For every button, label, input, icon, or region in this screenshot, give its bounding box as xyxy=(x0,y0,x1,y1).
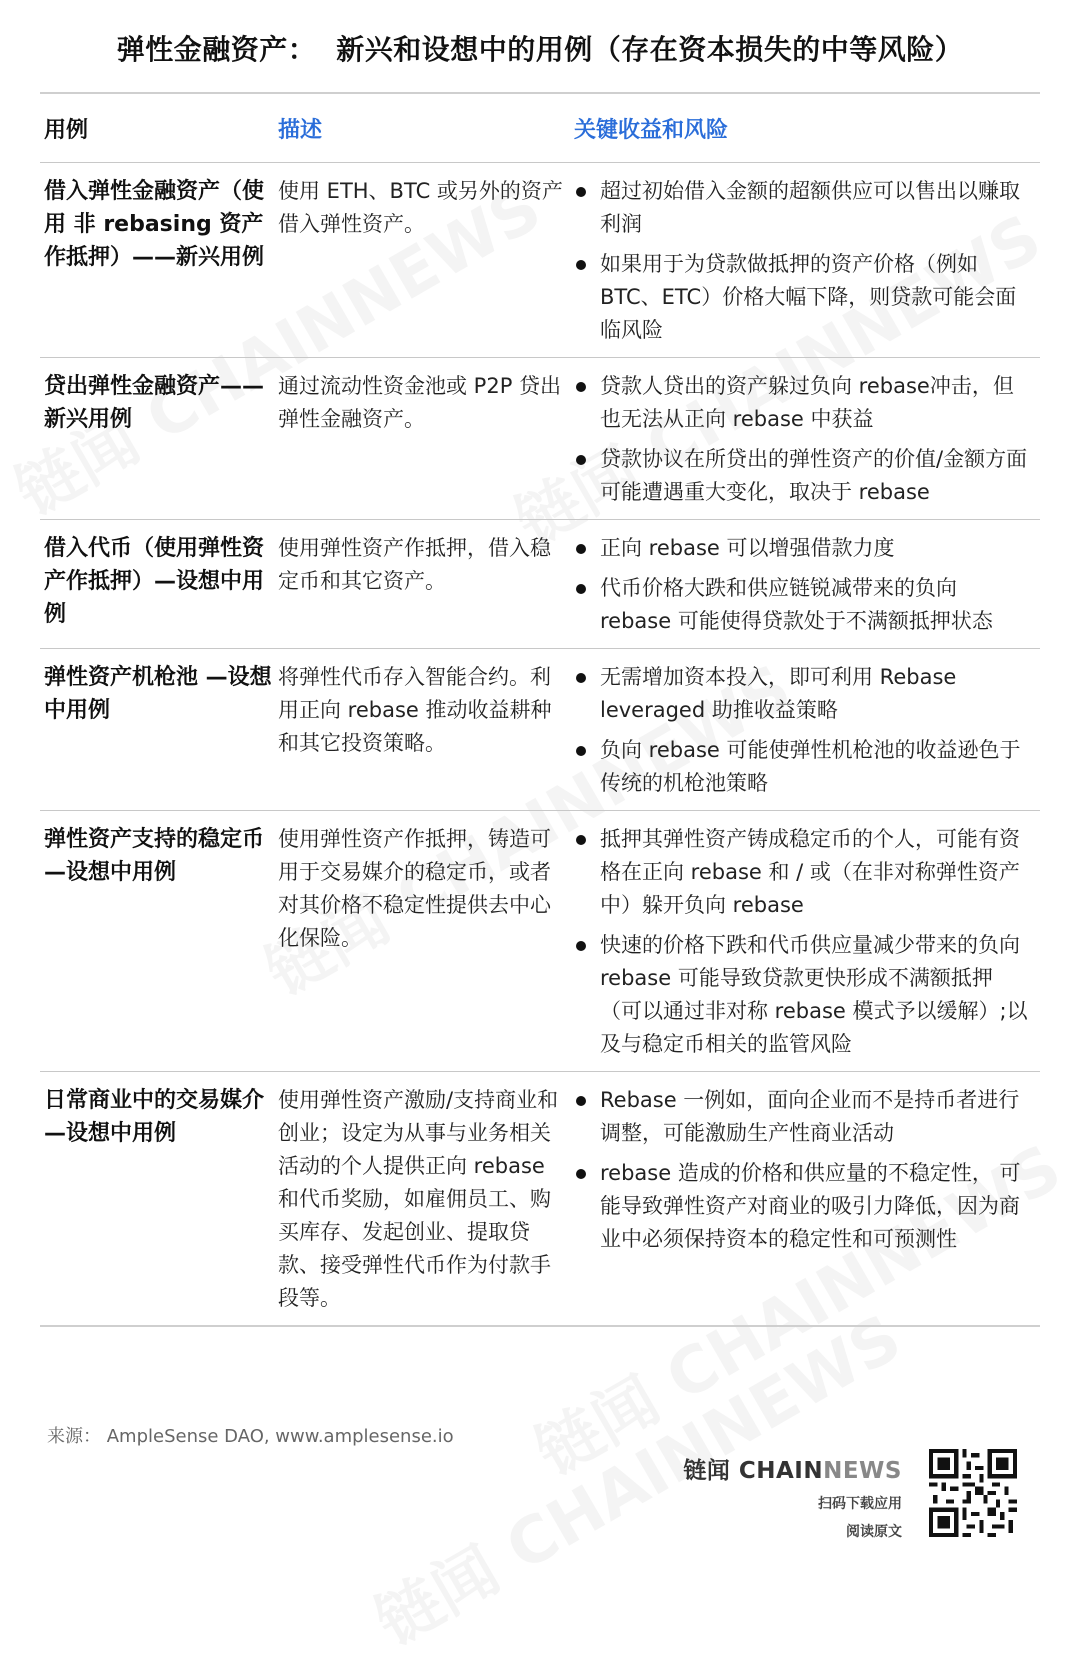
risk-bullet: 代币价格大跌和供应链锐减带来的负向 rebase 可能使得贷款处于不满额抵押状态 xyxy=(574,572,1034,638)
row-risks xyxy=(574,661,1040,800)
table-bottom-rule xyxy=(40,1325,1040,1327)
table-row xyxy=(40,649,1040,810)
brand-logo-news: NEWS xyxy=(823,1458,902,1484)
table-row xyxy=(40,163,1040,357)
row-usecase: 贷出弹性金融资产——新兴用例 xyxy=(44,374,265,432)
row-risks xyxy=(574,532,1040,638)
page-title xyxy=(0,28,1080,68)
row-risks xyxy=(574,1084,1040,1256)
table-header-row xyxy=(40,94,1040,162)
row-description: 使用弹性资产作抵押，铸造可用于交易媒介的稳定币，或者对其价格不稳定性提供去中心化保险。 xyxy=(278,827,551,950)
brand-block xyxy=(683,1452,902,1541)
row-description: 通过流动性资金池或 P2P 贷出弹性金融资产。 xyxy=(278,374,562,431)
header-description: 描述 xyxy=(278,117,323,143)
row-description: 使用弹性资产作抵押，借入稳定币和其它资产。 xyxy=(278,536,551,593)
risk-bullet: 贷款协议在所贷出的弹性资产的价值/金额方面可能遭遇重大变化，取决于 rebase xyxy=(574,443,1034,509)
use-case-table xyxy=(40,92,1040,1327)
risk-bullet: 抵押其弹性资产铸成稳定币的个人，可能有资格在正向 rebase 和 / 或（在非对称弹性资产中）躲开负向 rebase xyxy=(574,823,1034,922)
row-usecase: 弹性资产机枪池 —设想中用例 xyxy=(44,665,272,723)
risk-bullet: Rebase 一例如，面向企业而不是持币者进行调整，可能激励生产性商业活动 xyxy=(574,1084,1034,1150)
qr-code-icon[interactable] xyxy=(929,1449,1017,1537)
risk-bullet: 正向 rebase 可以增强借款力度 xyxy=(574,532,1034,565)
risk-bullet: 快速的价格下跌和代币供应量减少带来的负向 rebase 可能导致贷款更快形成不满额抵押 （可以通过非对称 rebase 模式予以缓解）;以及与稳定币相关的监管风险 xyxy=(574,929,1034,1061)
table-row xyxy=(40,1072,1040,1325)
table-row xyxy=(40,811,1040,1071)
row-risks xyxy=(574,175,1040,347)
source-note: 来源： AmpleSense DAO, www.amplesense.io xyxy=(47,1426,454,1447)
row-description: 使用弹性资产激励/支持商业和创业；设定为从事与业务相关活动的个人提供正向 rebase 和代币奖励，如雇佣员工、购买库存、发起创业、提取贷款、接受弹性代币作为付款手段等。 xyxy=(278,1088,559,1310)
header-usecase: 用例 xyxy=(44,117,89,143)
table-row xyxy=(40,358,1040,519)
brand-logo-cn: 链闻 xyxy=(683,1458,731,1484)
risk-bullet: 贷款人贷出的资产躲过负向 rebase冲击，但也无法从正向 rebase 中获益 xyxy=(574,370,1034,436)
risk-bullet: 无需增加资本投入，即可利用 Rebase leveraged 助推收益策略 xyxy=(574,661,1034,727)
row-description: 将弹性代币存入智能合约。利用正向 rebase 推动收益耕种和其它投资策略。 xyxy=(278,665,552,755)
risk-bullet: rebase 造成的价格和供应量的不稳定性， 可能导致弹性资产对商业的吸引力降低，因为商业中必须保持资本的稳定性和可预测性 xyxy=(574,1157,1034,1256)
brand-logo-chain: CHAIN xyxy=(738,1458,824,1484)
header-risks: 关键收益和风险 xyxy=(574,117,729,143)
row-usecase: 借入弹性金融资产（使用 非 rebasing 资产作抵押）——新兴用例 xyxy=(44,179,265,270)
row-risks xyxy=(574,370,1040,509)
row-description: 使用 ETH、BTC 或另外的资产借入弹性资产。 xyxy=(278,179,563,236)
title-part-1: 弹性金融资产： xyxy=(116,33,317,66)
risk-bullet: 超过初始借入金额的超额供应可以售出以赚取利润 xyxy=(574,175,1034,241)
row-risks xyxy=(574,823,1040,1061)
brand-read-text: 阅读原文 xyxy=(846,1524,902,1540)
table-row xyxy=(40,520,1040,648)
row-usecase: 借入代币（使用弹性资产作抵押）—设想中用例 xyxy=(44,536,265,627)
risk-bullet: 如果用于为贷款做抵押的资产价格（例如 BTC、ETC）价格大幅下降，则贷款可能会面临风险 xyxy=(574,248,1034,347)
row-usecase: 弹性资产支持的稳定币—设想中用例 xyxy=(44,827,265,885)
brand-logo xyxy=(683,1452,902,1485)
row-usecase: 日常商业中的交易媒介—设想中用例 xyxy=(44,1088,265,1146)
risk-bullet: 负向 rebase 可能使弹性机枪池的收益逊色于传统的机枪池策略 xyxy=(574,734,1034,800)
title-part-2: 新兴和设想中的用例（存在资本损失的中等风险） xyxy=(336,33,964,66)
brand-download-text: 扫码下载应用 xyxy=(818,1496,902,1512)
